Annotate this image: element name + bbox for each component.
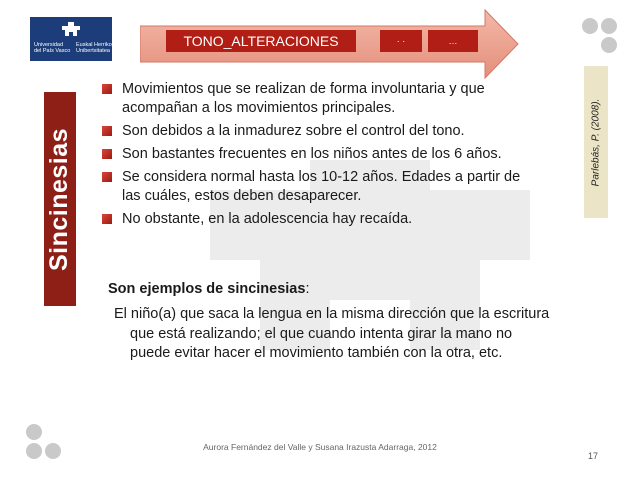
dots-top-right-icon — [582, 18, 622, 58]
bullet-item — [102, 168, 522, 206]
dots-bottom-left-icon — [26, 424, 66, 464]
banner-box-3: … — [448, 36, 458, 46]
examples-heading-colon: : — [305, 281, 310, 297]
bullet-text: No obstante, en la adolescencia hay recaída. — [122, 211, 413, 227]
logo-line: del País Vasco — [34, 48, 71, 54]
bullet-text: Movimientos que se realizan de forma involuntaria y que acompañan a los movimientos principales. — [122, 81, 485, 116]
examples-heading — [108, 280, 309, 299]
footer-credit: Aurora Fernández del Valle y Susana Irazusta Adarraga, 2012 — [203, 442, 437, 452]
banner-box-2: · · — [396, 36, 406, 46]
examples-heading-bold: Son ejemplos de sincinesias — [108, 281, 306, 297]
bullet-square-icon — [102, 84, 112, 94]
logo-line: Unibertsitatea — [76, 48, 110, 54]
bullet-square-icon — [102, 172, 112, 182]
logo-text-basque — [76, 42, 112, 54]
examples-body: El niño(a) que saca la lengua en la misma dirección que la escritura que está realizando; el que cuando intenta girar la mano no puede evitar hacer el movimiento también con la otra, etc. — [114, 306, 550, 361]
bullet-text: Se considera normal hasta los 10-12 años. Edades a partir de las cuáles, estos deben desaparecer. — [122, 169, 521, 204]
bullet-square-icon — [102, 149, 112, 159]
bullet-text: Son debidos a la inmadurez sobre el control del tono. — [122, 123, 465, 139]
side-title-bar — [44, 92, 76, 306]
bullet-item — [102, 210, 522, 229]
page-number: 17 — [588, 451, 599, 461]
banner-title: TONO_ALTERACIONES — [183, 33, 339, 49]
bullet-item — [102, 80, 522, 118]
bullet-text: Son bastantes frecuentes en los niños antes de los 6 años. — [122, 146, 502, 162]
bullet-square-icon — [102, 126, 112, 136]
university-logo — [30, 17, 112, 61]
bullet-item — [102, 145, 522, 164]
bullet-item — [102, 122, 522, 141]
logo-line: Universidad — [34, 42, 64, 48]
logo-line: Euskal Herriko — [76, 42, 112, 48]
logo-text-spanish — [34, 42, 70, 54]
university-emblem-icon — [60, 20, 82, 38]
side-title: Sincinesias — [45, 127, 74, 271]
bullet-list — [102, 80, 522, 233]
citation-text: Parlebás, P. (2008). — [590, 98, 602, 186]
bullet-square-icon — [102, 214, 112, 224]
citation-box — [584, 66, 608, 218]
